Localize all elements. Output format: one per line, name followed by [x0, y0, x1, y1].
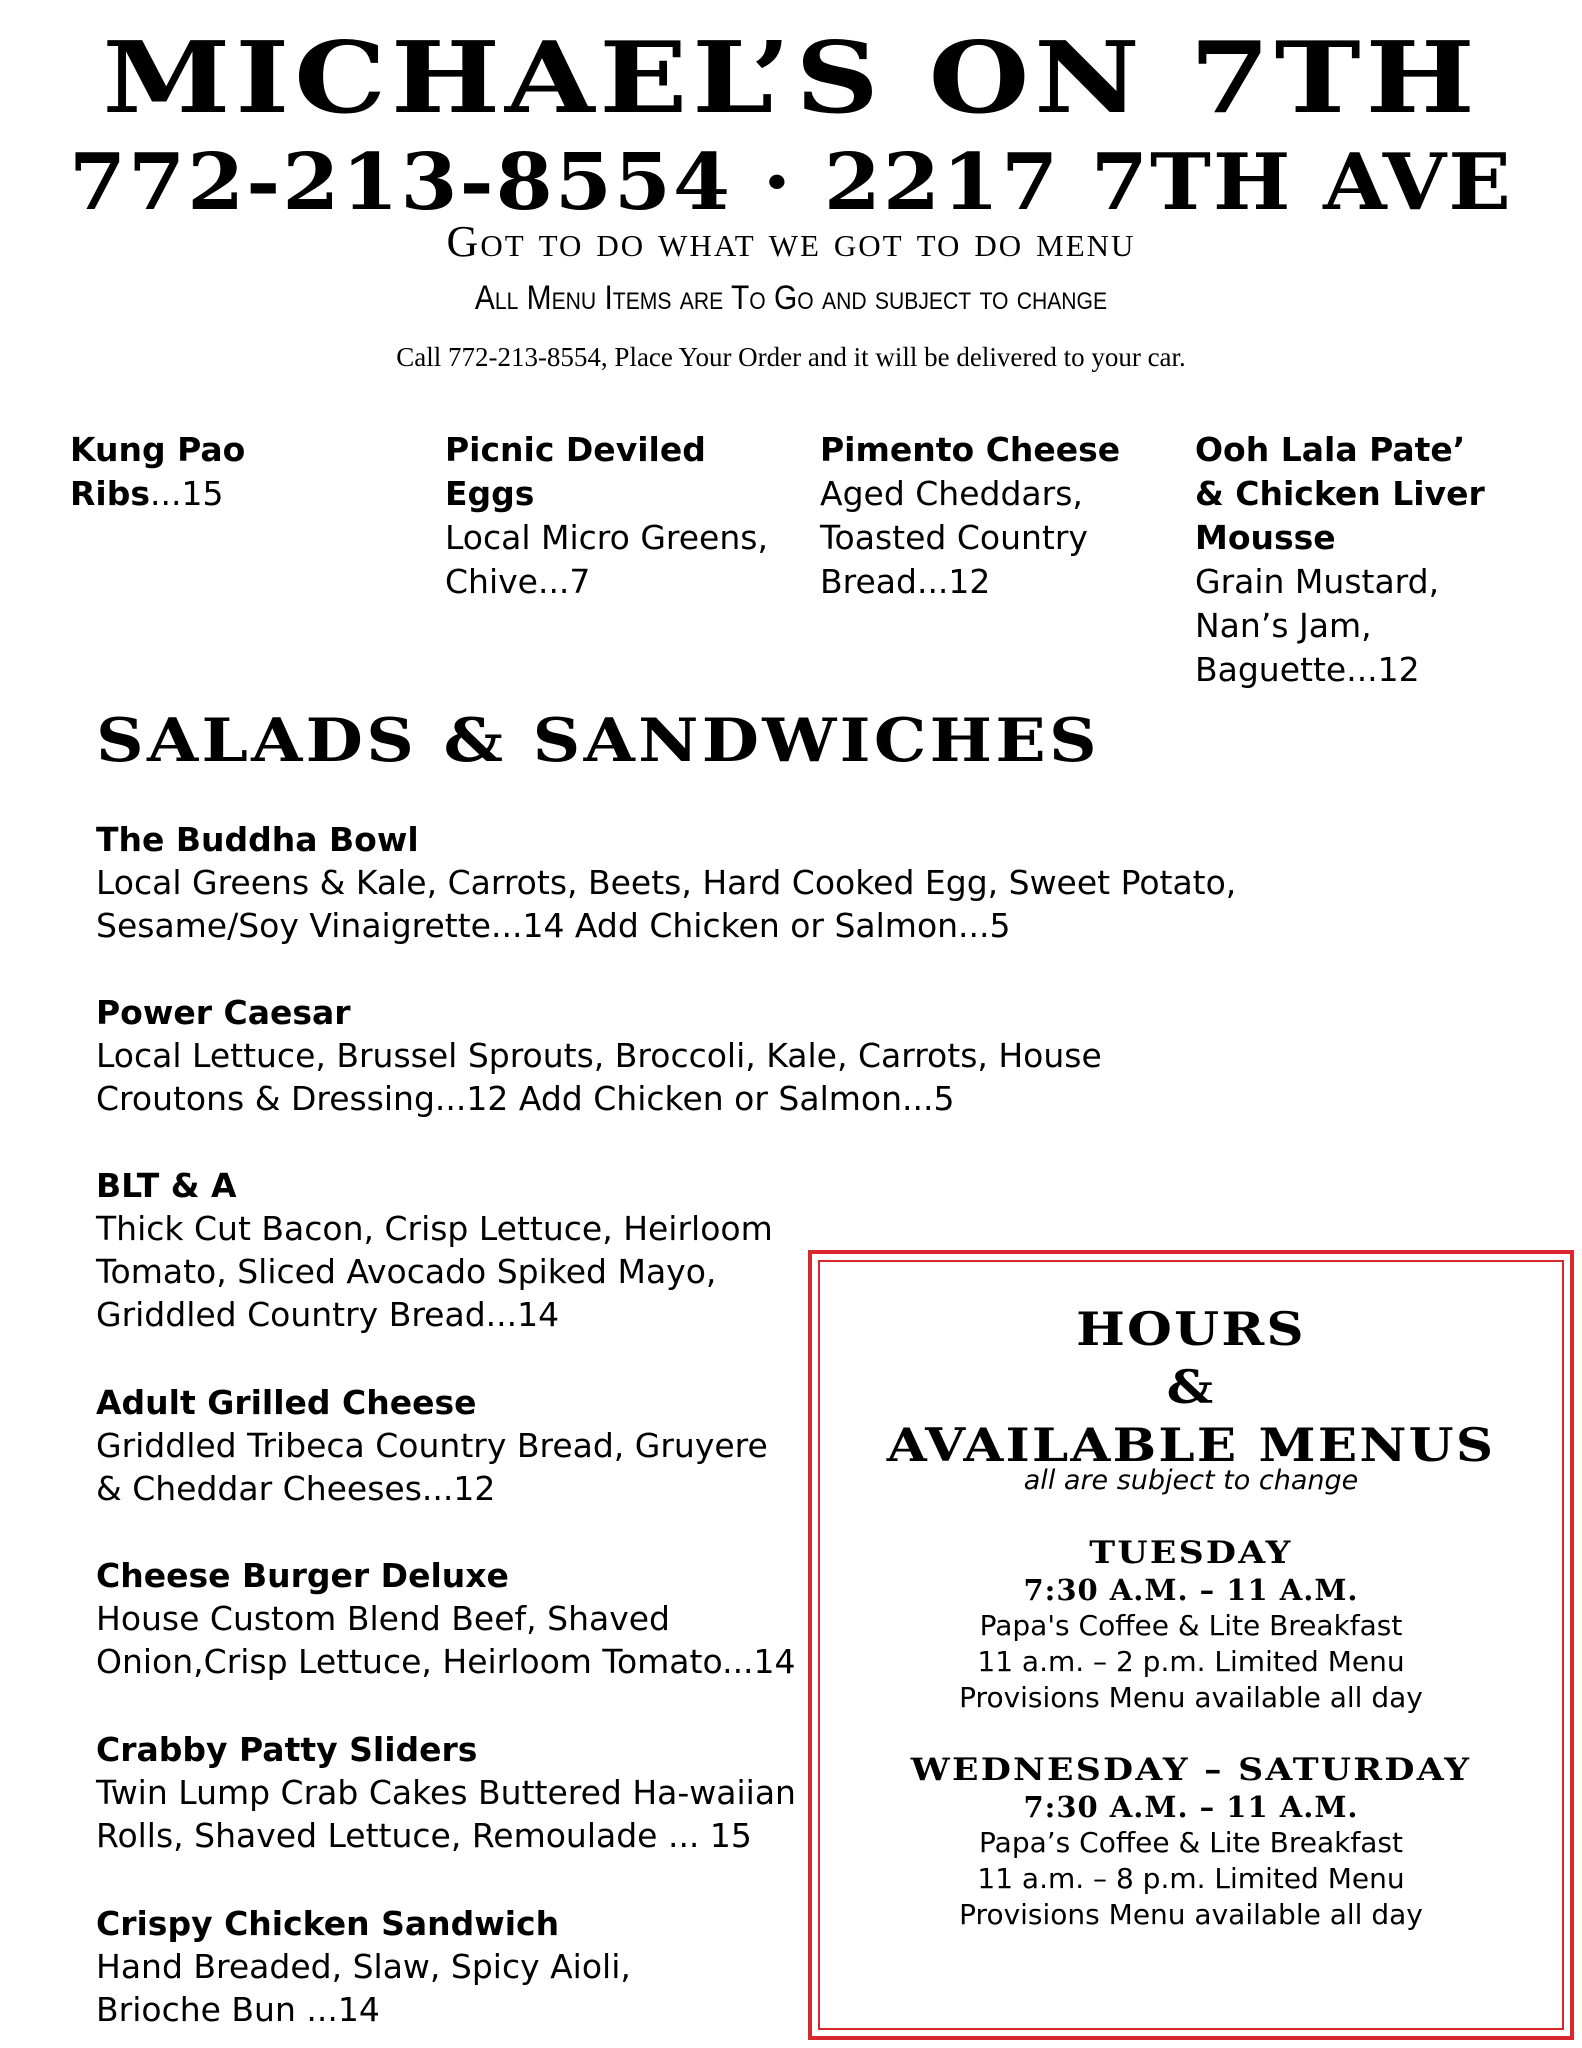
- day-tuesday: TUESDAY: [1089, 1535, 1293, 1571]
- hours-line: 11 a.m. – 2 p.m. Limited Menu: [977, 1645, 1405, 1678]
- starter-desc: Local Micro Greens, Chive...7: [445, 518, 768, 601]
- order-instructions: Call 772-213-8554, Place Your Order and it will be delivered to your car.: [396, 342, 1186, 372]
- hours-line: Papa's Coffee & Lite Breakfast: [979, 1609, 1403, 1642]
- starter-kung-pao-ribs: [70, 428, 410, 516]
- starter-desc: Aged Cheddars, Toasted Country Bread...12: [820, 474, 1088, 601]
- hours-title: HOURS & AVAILABLE MENUS: [886, 1302, 1496, 1472]
- item-desc: Twin Lump Crab Cakes Buttered Ha-waiian Rolls, Shaved Lettuce, Remoulade ... 15: [96, 1773, 796, 1855]
- restaurant-name: MICHAEL’S ON 7TH: [102, 21, 1480, 136]
- item-desc: Griddled Tribeca Country Bread, Gruyere & Cheddar Cheeses...12: [96, 1426, 768, 1508]
- starter-name: Kung Pao Ribs: [70, 430, 246, 513]
- menu-subtitle: Got to do what we got to do menu: [446, 217, 1136, 266]
- menu-item-adult-grilled-cheese: [96, 1381, 856, 1510]
- hours-line: 11 a.m. – 8 p.m. Limited Menu: [977, 1862, 1405, 1895]
- section-heading-salads-sandwiches: SALADS & SANDWICHES: [96, 706, 1100, 776]
- item-desc: Hand Breaded, Slaw, Spicy Aioli, Brioche Bun ...14: [96, 1947, 631, 2029]
- hours-content: [808, 0, 1574, 2048]
- item-desc: Local Lettuce, Brussel Sprouts, Broccoli, Kale, Carrots, House Croutons & Dressing...12 Add Chicken or Salmon...5: [96, 1036, 1102, 1118]
- item-name: Crabby Patty Sliders: [96, 1730, 478, 1769]
- hours-line: Provisions Menu available all day: [959, 1681, 1423, 1714]
- starter-name: Pimento Cheese: [820, 430, 1121, 469]
- time-wednesday-saturday: 7:30 A.M. – 11 A.M.: [1023, 1790, 1359, 1824]
- day-wednesday-saturday: WEDNESDAY – SATURDAY: [910, 1752, 1472, 1788]
- menu-item-crabby-patty-sliders: [96, 1728, 856, 1857]
- item-name: Adult Grilled Cheese: [96, 1383, 477, 1422]
- item-desc: Local Greens & Kale, Carrots, Beets, Hard Cooked Egg, Sweet Potato, Sesame/Soy Vinaigrette...14 Add Chicken or Salmon...5: [96, 863, 1237, 945]
- hours-line: Papa’s Coffee & Lite Breakfast: [979, 1826, 1403, 1859]
- item-name: BLT & A: [96, 1166, 237, 1205]
- menu-item-blt-a: [96, 1164, 856, 1336]
- starter-name: Ooh Lala Pate’ & Chicken Liver Mousse: [1195, 430, 1485, 557]
- phone-address-line: 772-213-8554 · 2217 7TH AVE: [69, 137, 1513, 228]
- item-name: Power Caesar: [96, 993, 351, 1032]
- item-desc: House Custom Blend Beef, Shaved Onion,Crisp Lettuce, Heirloom Tomato...14: [96, 1599, 796, 1681]
- to-go-disclaimer: All Menu Items are To Go and subject to change: [474, 279, 1108, 317]
- item-name: The Buddha Bowl: [96, 820, 419, 859]
- hours-line: Provisions Menu available all day: [959, 1898, 1423, 1931]
- hours-disclaimer: all are subject to change: [1023, 1465, 1359, 1496]
- item-name: Cheese Burger Deluxe: [96, 1556, 509, 1595]
- menu-item-crispy-chicken-sandwich: [96, 1902, 856, 2031]
- starter-name: Picnic Deviled Eggs: [445, 430, 706, 513]
- menu-item-cheese-burger-deluxe: [96, 1554, 856, 1683]
- item-name: Crispy Chicken Sandwich: [96, 1904, 560, 1943]
- item-desc: Thick Cut Bacon, Crisp Lettuce, Heirloom Tomato, Sliced Avocado Spiked Mayo, Griddled Country Bread...14: [96, 1209, 773, 1334]
- starter-price: ...15: [150, 474, 224, 513]
- starter-desc: Grain Mustard, Nan’s Jam, Baguette...12: [1195, 562, 1440, 689]
- time-tuesday: 7:30 A.M. – 11 A.M.: [1023, 1573, 1359, 1607]
- starter-deviled-eggs: [445, 428, 785, 604]
